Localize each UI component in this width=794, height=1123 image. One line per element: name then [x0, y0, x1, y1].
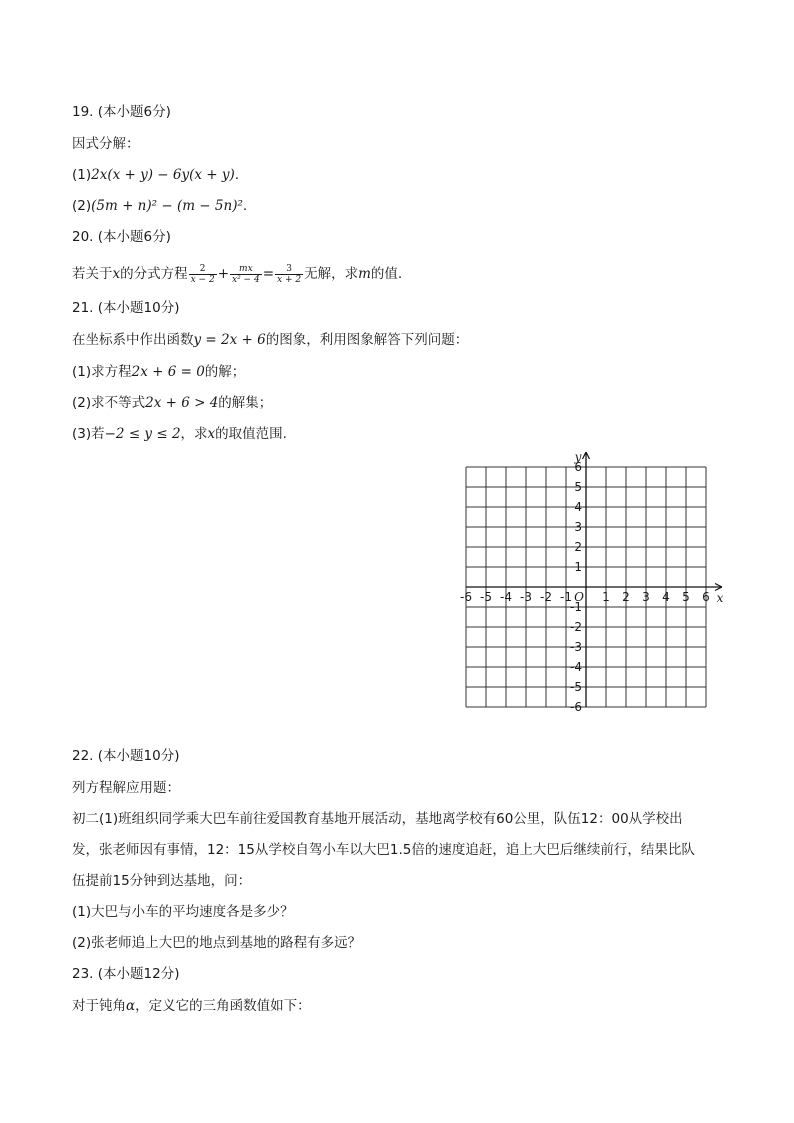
q23-heading: 23. (本小题12分)	[72, 966, 180, 982]
y-tick-label: 5	[574, 480, 582, 494]
y-tick-label: -4	[570, 660, 582, 674]
q21-part3-after: 的取值范围.	[215, 426, 287, 442]
x-tick-label: -2	[540, 590, 552, 604]
q19-part2-label: (2)	[72, 198, 92, 214]
q21-part2	[72, 394, 272, 412]
q20-plus: +	[217, 266, 230, 282]
origin-label: O	[574, 590, 584, 604]
x-tick-label: -6	[460, 590, 472, 604]
q21-function: y = 2x + 6	[193, 332, 266, 348]
q20-var-m: m	[358, 266, 371, 282]
q19-part2	[72, 197, 247, 215]
q19-intro: 因式分解：	[72, 136, 140, 152]
y-tick-label: -1	[570, 600, 582, 614]
q19-part1	[72, 166, 239, 184]
q23-intro	[72, 997, 311, 1015]
q20-fraction-1	[189, 264, 217, 285]
q21-heading: 21. (本小题10分)	[72, 300, 180, 316]
q22-intro: 列方程解应用题：	[72, 780, 180, 796]
q20-text-before: 若关于	[72, 266, 113, 282]
q20-heading: 20. (本小题6分)	[72, 229, 171, 245]
x-tick-label: 4	[662, 590, 670, 604]
q22-paragraph-line-2: 发，张老师因有事情，12：15从学校自驾小车以大巴1.5倍的速度追赶，追上大巴后继续前行，结果比队	[72, 842, 695, 858]
q20-fraction-3	[275, 264, 303, 285]
x-tick-label: 3	[642, 590, 650, 604]
y-tick-label: 4	[574, 500, 582, 514]
q20-fraction-2-numerator: mx	[239, 263, 253, 274]
q21-intro-before: 在坐标系中作出函数	[72, 332, 194, 348]
q21-part1-equation: 2x + 6 = 0	[131, 364, 205, 380]
x-tick-label: 2	[622, 590, 630, 604]
q20-fraction-3-denominator: x + 2	[277, 274, 302, 285]
x-tick-label: 5	[682, 590, 690, 604]
y-axis-label: y	[574, 450, 582, 464]
q19-heading: 19. (本小题6分)	[72, 104, 171, 120]
q22-heading: 22. (本小题10分)	[72, 748, 180, 764]
q20-statement	[72, 261, 402, 287]
x-tick-label: -1	[560, 590, 572, 604]
q23-intro-after: ，定义它的三角函数值如下：	[135, 998, 311, 1014]
q21-part3	[72, 425, 287, 443]
y-tick-label: -2	[570, 620, 582, 634]
q23-var-alpha: α	[126, 998, 136, 1014]
x-tick-label: -3	[520, 590, 532, 604]
x-tick-label: 6	[702, 590, 710, 604]
q19-part1-label: (1)	[72, 167, 92, 183]
q23-intro-before: 对于钝角	[72, 998, 126, 1014]
q21-intro	[72, 331, 468, 349]
q21-part3-range: −2 ≤ y ≤ 2	[104, 426, 181, 442]
x-axis-label: x	[716, 591, 724, 605]
q22-part2: (2)张老师追上大巴的地点到基地的路程有多远？	[72, 935, 362, 951]
y-tick-label: 6	[574, 460, 582, 474]
coordinate-grid-svg	[452, 448, 732, 718]
q21-part3-var-x: x	[207, 426, 216, 442]
q19-part1-expression: 2x(x + y) − 6y(x + y)	[91, 167, 235, 183]
y-tick-label: -5	[570, 680, 582, 694]
q21-part2-inequality: 2x + 6 > 4	[145, 395, 219, 411]
q20-var-x: x	[112, 266, 121, 282]
q20-text-mid: 的分式方程	[120, 266, 188, 282]
y-tick-label: -6	[570, 700, 582, 714]
q20-fraction-2-denominator: x² − 4	[232, 274, 260, 285]
q19-part2-end: .	[242, 198, 248, 214]
q22-paragraph-line-3: 伍提前15分钟到达基地，问：	[72, 873, 252, 889]
x-tick-label: 1	[602, 590, 610, 604]
y-tick-label: -3	[570, 640, 582, 654]
q21-part3-mid: ，求	[180, 426, 208, 442]
q21-part2-before: (2)求不等式	[72, 395, 146, 411]
q21-part1-after: 的解；	[204, 364, 246, 380]
q20-fraction-1-numerator: 2	[199, 263, 206, 274]
q19-part2-expression: (5m + n)² − (m − 5n)²	[91, 198, 243, 214]
q21-part1	[72, 363, 245, 381]
q22-paragraph-line-1: 初二(1)班组织同学乘大巴车前往爱国教育基地开展活动，基地离学校有60公里，队伍12：00从学校出	[72, 811, 683, 827]
q20-text-after: 无解，求	[304, 266, 359, 282]
q19-part1-end: .	[234, 167, 240, 183]
q21-part3-before: (3)若	[72, 426, 105, 442]
q20-fraction-3-numerator: 3	[286, 263, 292, 274]
y-tick-label: 1	[574, 560, 582, 574]
y-tick-label: 3	[574, 520, 582, 534]
q20-fraction-1-denominator: x − 2	[190, 274, 215, 285]
coordinate-grid	[452, 448, 732, 718]
x-tick-label: -4	[500, 590, 512, 604]
q21-part2-after: 的解集；	[218, 395, 273, 411]
q20-equals: =	[262, 266, 275, 282]
q20-fraction-2	[230, 264, 262, 285]
q21-intro-after: 的图象，利用图象解答下列问题：	[265, 332, 469, 348]
y-tick-label: 2	[574, 540, 582, 554]
x-tick-label: -5	[480, 590, 492, 604]
q21-part1-before: (1)求方程	[72, 364, 132, 380]
q20-text-end: 的值.	[370, 266, 403, 282]
q22-part1: (1)大巴与小车的平均速度各是多少？	[72, 904, 294, 920]
